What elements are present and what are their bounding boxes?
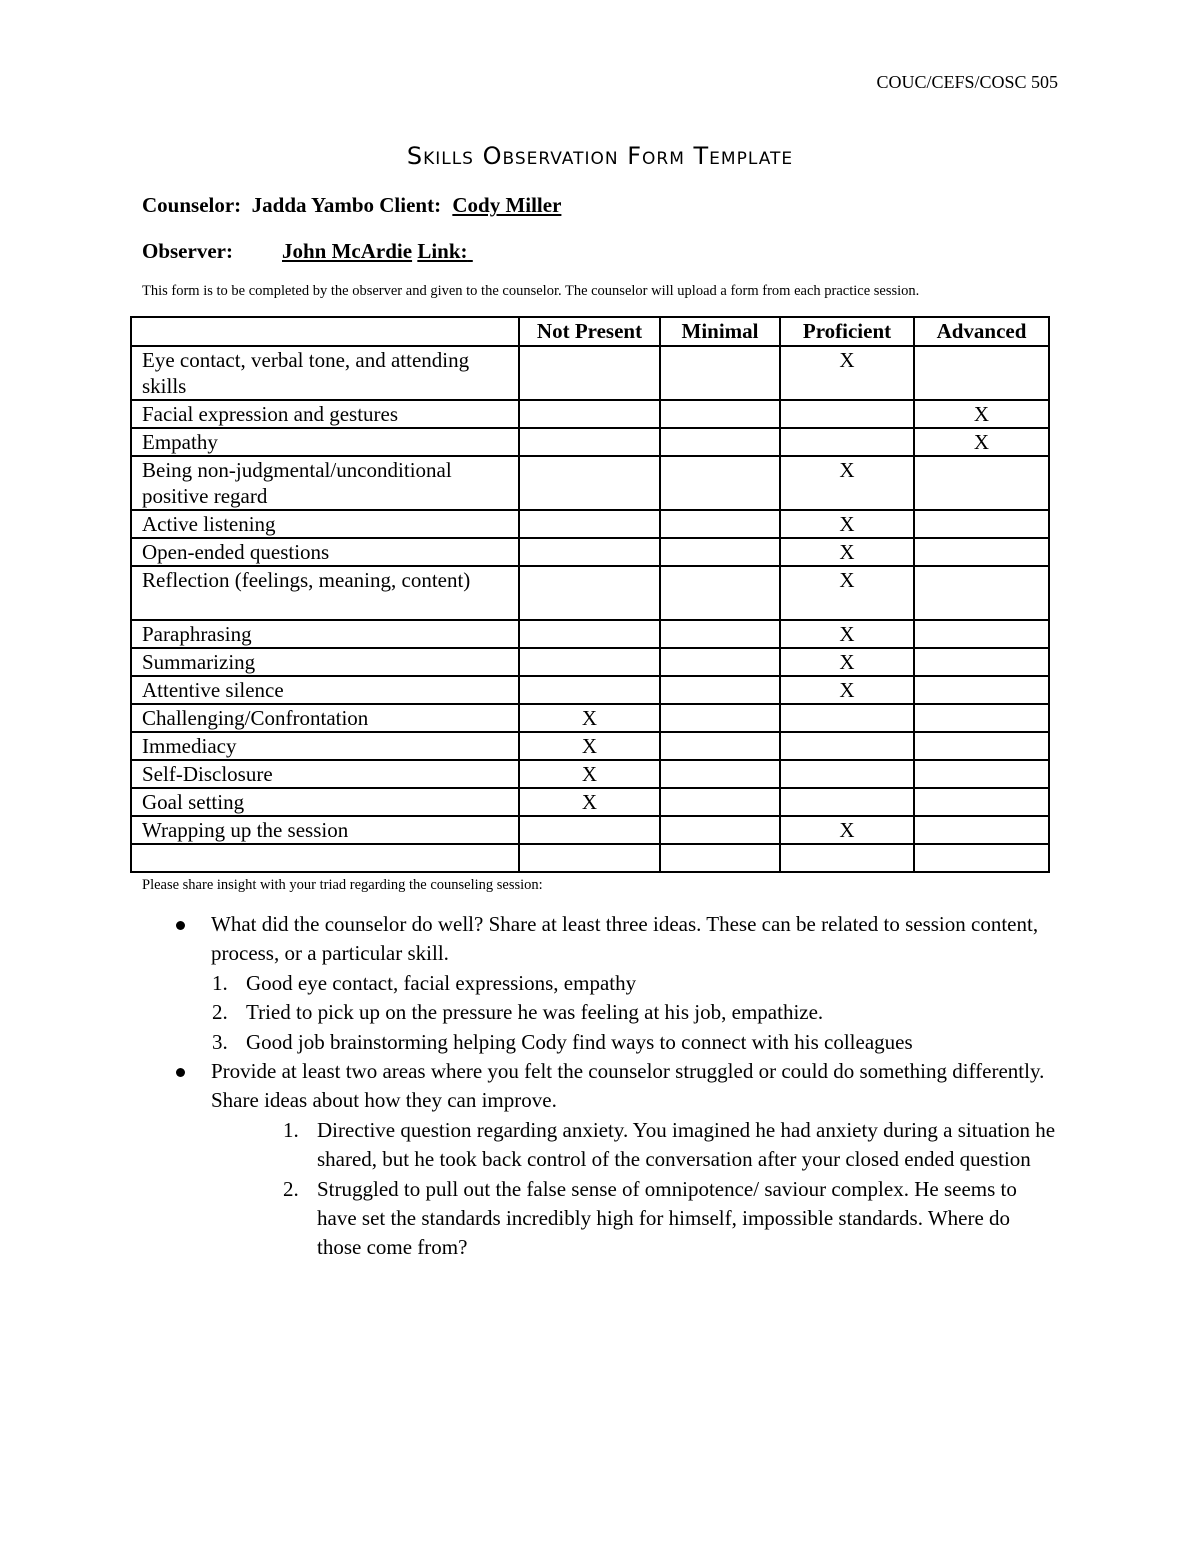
rating-cell	[780, 400, 914, 428]
skills-table	[130, 316, 1050, 873]
rating-cell	[519, 538, 660, 566]
rating-cell	[914, 346, 1049, 400]
column-header: Not Present	[519, 317, 660, 346]
rating-cell	[519, 428, 660, 456]
table-row	[131, 400, 1049, 428]
column-header: Advanced	[914, 317, 1049, 346]
rating-cell	[519, 346, 660, 400]
rating-cell: X	[519, 760, 660, 788]
skill-cell: Empathy	[131, 428, 519, 456]
skill-cell: Summarizing	[131, 648, 519, 676]
list-item	[176, 1057, 1056, 1116]
rating-cell: X	[914, 400, 1049, 428]
rating-cell	[519, 620, 660, 648]
rating-cell: X	[780, 346, 914, 400]
column-header: Proficient	[780, 317, 914, 346]
rating-cell: X	[780, 510, 914, 538]
rating-cell	[660, 648, 780, 676]
counselor-client-line	[142, 193, 561, 218]
rating-cell: X	[519, 732, 660, 760]
table-row	[131, 346, 1049, 400]
link-label: Link:	[417, 239, 468, 263]
rating-cell	[660, 844, 780, 872]
table-row	[131, 648, 1049, 676]
bullet-icon	[176, 921, 185, 930]
table-header-row	[131, 317, 1049, 346]
course-code: COUC/CEFS/COSC 505	[876, 72, 1058, 92]
skill-cell: Self-Disclosure	[131, 760, 519, 788]
item-number: 1.	[212, 970, 228, 995]
rating-cell	[914, 620, 1049, 648]
skill-cell: Wrapping up the session	[131, 816, 519, 844]
skill-cell: Open-ended questions	[131, 538, 519, 566]
item-number: 2.	[283, 1176, 299, 1201]
rating-cell	[914, 704, 1049, 732]
item-number: 3.	[212, 1029, 228, 1054]
rating-cell	[660, 788, 780, 816]
observer-line	[142, 239, 473, 264]
rating-cell	[519, 648, 660, 676]
rating-cell	[914, 816, 1049, 844]
rating-cell	[914, 648, 1049, 676]
rating-cell	[914, 456, 1049, 510]
rating-cell	[780, 788, 914, 816]
table-row	[131, 844, 1049, 872]
table-row	[131, 676, 1049, 704]
rating-cell	[519, 816, 660, 844]
list-item	[176, 1028, 1056, 1057]
rating-cell	[519, 844, 660, 872]
skill-cell: Eye contact, verbal tone, and attending skills	[131, 346, 519, 400]
feedback-list	[176, 910, 1056, 1263]
rating-cell	[914, 760, 1049, 788]
table-row	[131, 428, 1049, 456]
answer-text: Good job brainstorming helping Cody find ways to connect with his colleagues	[246, 1029, 913, 1054]
table-row	[131, 510, 1049, 538]
skill-cell: Attentive silence	[131, 676, 519, 704]
table-row	[131, 760, 1049, 788]
skill-cell: Challenging/Confrontation	[131, 704, 519, 732]
skill-cell: Being non-judgmental/unconditional positive regard	[131, 456, 519, 510]
insight-note: Please share insight with your triad regarding the counseling session:	[142, 877, 543, 893]
rating-cell	[780, 428, 914, 456]
rating-cell	[780, 704, 914, 732]
table-row	[131, 620, 1049, 648]
observer-label: Observer:	[142, 239, 233, 263]
column-header	[131, 317, 519, 346]
answer-text: Good eye contact, facial expressions, empathy	[246, 970, 637, 995]
list-item	[176, 998, 1056, 1027]
rating-cell	[914, 566, 1049, 620]
list-item	[176, 969, 1056, 998]
rating-cell	[660, 732, 780, 760]
client-label: Client:	[379, 193, 442, 217]
answer-text: Tried to pick up on the pressure he was feeling at his job, empathize.	[246, 1000, 824, 1025]
table-row	[131, 456, 1049, 510]
bullet-icon	[176, 1068, 185, 1077]
rating-cell	[780, 844, 914, 872]
rating-cell	[914, 538, 1049, 566]
answer-text: Directive question regarding anxiety. You imagined he had anxiety during a situation he shared, but he took back control of the conversation after your closed ended question	[317, 1117, 1056, 1172]
answer-text: Struggled to pull out the false sense of omnipotence/ saviour complex. He seems to have set the standards incredibly high for himself, impossible standards. Where do those come from?	[317, 1176, 1017, 1260]
skill-cell: Reflection (feelings, meaning, content)	[131, 566, 519, 620]
table-row	[131, 566, 1049, 620]
rating-cell	[519, 566, 660, 620]
rating-cell: X	[780, 648, 914, 676]
rating-cell	[519, 456, 660, 510]
rating-cell	[914, 676, 1049, 704]
rating-cell	[660, 400, 780, 428]
rating-cell: X	[780, 538, 914, 566]
rating-cell	[914, 732, 1049, 760]
rating-cell: X	[914, 428, 1049, 456]
rating-cell	[660, 456, 780, 510]
rating-cell	[660, 620, 780, 648]
rating-cell	[660, 428, 780, 456]
list-item	[176, 910, 1056, 969]
rating-cell: X	[780, 620, 914, 648]
item-number: 1.	[283, 1117, 299, 1142]
rating-cell	[660, 676, 780, 704]
rating-cell	[660, 704, 780, 732]
counselor-label: Counselor:	[142, 193, 242, 217]
skill-cell	[131, 844, 519, 872]
form-instructions: This form is to be completed by the observer and given to the counselor. The counselor will upload a form from each practice session.	[142, 283, 920, 299]
rating-cell	[660, 538, 780, 566]
rating-cell	[660, 346, 780, 400]
table-row	[131, 788, 1049, 816]
rating-cell: X	[780, 456, 914, 510]
question-text: Provide at least two areas where you felt the counselor struggled or could do something differently. Share ideas about how they can improve.	[211, 1059, 1045, 1113]
rating-cell	[660, 566, 780, 620]
rating-cell	[660, 816, 780, 844]
page-title: Skills Observation Form Template	[406, 142, 794, 170]
item-number: 2.	[212, 1000, 228, 1025]
rating-cell	[519, 510, 660, 538]
counselor-name: Jadda Yambo	[251, 193, 375, 217]
rating-cell	[914, 844, 1049, 872]
rating-cell	[519, 676, 660, 704]
rating-cell: X	[780, 816, 914, 844]
rating-cell: X	[780, 566, 914, 620]
observer-name: John McArdie	[282, 239, 413, 263]
rating-cell	[660, 760, 780, 788]
skill-cell: Facial expression and gestures	[131, 400, 519, 428]
rating-cell	[914, 510, 1049, 538]
skill-cell: Paraphrasing	[131, 620, 519, 648]
rating-cell	[914, 788, 1049, 816]
column-header: Minimal	[660, 317, 780, 346]
rating-cell	[780, 732, 914, 760]
question-text: What did the counselor do well? Share at least three ideas. These can be related to session content, process, or a particular skill.	[211, 912, 1039, 966]
client-name: Cody Miller	[452, 193, 562, 217]
rating-cell	[660, 510, 780, 538]
rating-cell: X	[780, 676, 914, 704]
list-item	[176, 1175, 1056, 1263]
rating-cell: X	[519, 704, 660, 732]
skill-cell: Goal setting	[131, 788, 519, 816]
rating-cell	[780, 760, 914, 788]
skill-cell: Active listening	[131, 510, 519, 538]
table-row	[131, 816, 1049, 844]
list-item	[176, 1116, 1056, 1175]
table-row	[131, 538, 1049, 566]
rating-cell	[519, 400, 660, 428]
skill-cell: Immediacy	[131, 732, 519, 760]
table-row	[131, 732, 1049, 760]
table-row	[131, 704, 1049, 732]
rating-cell: X	[519, 788, 660, 816]
